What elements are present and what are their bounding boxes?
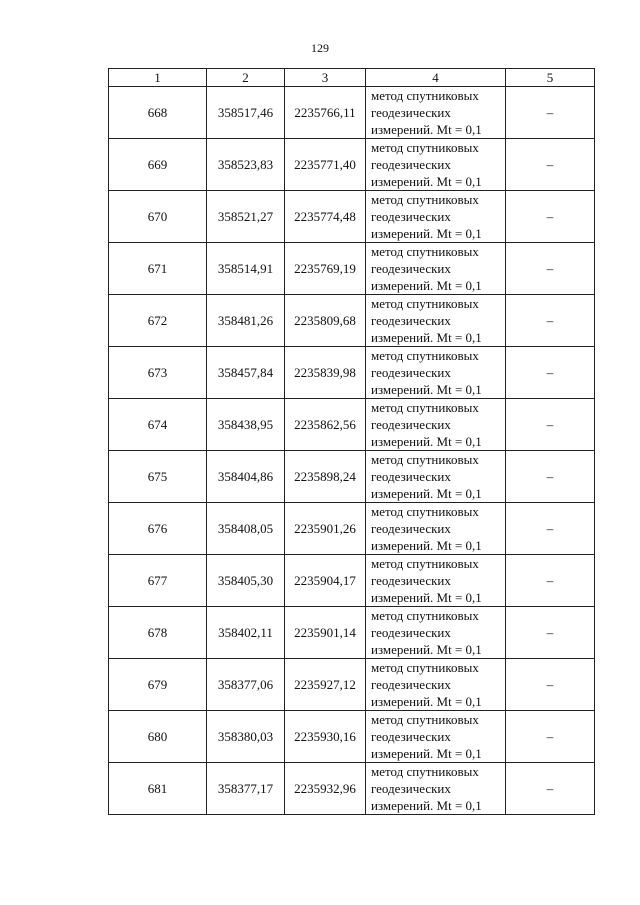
point-number-cell: 677 bbox=[109, 555, 207, 607]
point-number-cell: 672 bbox=[109, 295, 207, 347]
method-line: измерений. Mt = 0,1 bbox=[371, 174, 482, 189]
x-coordinate-cell: 358380,03 bbox=[207, 711, 285, 763]
method-line: геодезических bbox=[371, 313, 451, 328]
method-line: геодезических bbox=[371, 417, 451, 432]
method-line: измерений. Mt = 0,1 bbox=[371, 330, 482, 345]
method-cell bbox=[366, 711, 506, 763]
note-cell: – bbox=[506, 243, 595, 295]
method-cell bbox=[366, 243, 506, 295]
table-body bbox=[109, 69, 595, 815]
method-line: метод спутниковых bbox=[371, 764, 479, 779]
method-line: геодезических bbox=[371, 261, 451, 276]
x-coordinate-cell: 358377,17 bbox=[207, 763, 285, 815]
point-number-cell: 674 bbox=[109, 399, 207, 451]
method-line: метод спутниковых bbox=[371, 88, 479, 103]
method-line: измерений. Mt = 0,1 bbox=[371, 382, 482, 397]
table-row bbox=[109, 87, 595, 139]
method-line: измерений. Mt = 0,1 bbox=[371, 694, 482, 709]
method-line: метод спутниковых bbox=[371, 660, 479, 675]
header-col-1: 1 bbox=[109, 69, 207, 87]
y-coordinate-cell: 2235930,16 bbox=[285, 711, 366, 763]
y-coordinate-cell: 2235774,48 bbox=[285, 191, 366, 243]
table-row bbox=[109, 659, 595, 711]
note-cell: – bbox=[506, 451, 595, 503]
method-line: метод спутниковых bbox=[371, 556, 479, 571]
method-line: геодезических bbox=[371, 469, 451, 484]
table-header-row bbox=[109, 69, 595, 87]
x-coordinate-cell: 358405,30 bbox=[207, 555, 285, 607]
note-cell: – bbox=[506, 191, 595, 243]
method-line: измерений. Mt = 0,1 bbox=[371, 122, 482, 137]
table-row bbox=[109, 711, 595, 763]
x-coordinate-cell: 358523,83 bbox=[207, 139, 285, 191]
method-line: метод спутниковых bbox=[371, 504, 479, 519]
x-coordinate-cell: 358481,26 bbox=[207, 295, 285, 347]
method-line: измерений. Mt = 0,1 bbox=[371, 486, 482, 501]
note-cell: – bbox=[506, 503, 595, 555]
method-line: метод спутниковых bbox=[371, 244, 479, 259]
x-coordinate-cell: 358517,46 bbox=[207, 87, 285, 139]
note-cell: – bbox=[506, 555, 595, 607]
method-line: метод спутниковых bbox=[371, 348, 479, 363]
table-row bbox=[109, 763, 595, 815]
method-line: геодезических bbox=[371, 677, 451, 692]
point-number-cell: 679 bbox=[109, 659, 207, 711]
method-line: измерений. Mt = 0,1 bbox=[371, 226, 482, 241]
method-line: метод спутниковых bbox=[371, 400, 479, 415]
coordinates-table bbox=[108, 68, 595, 815]
method-cell bbox=[366, 503, 506, 555]
method-cell bbox=[366, 399, 506, 451]
y-coordinate-cell: 2235769,19 bbox=[285, 243, 366, 295]
point-number-cell: 668 bbox=[109, 87, 207, 139]
method-cell bbox=[366, 607, 506, 659]
table-row bbox=[109, 139, 595, 191]
point-number-cell: 678 bbox=[109, 607, 207, 659]
point-number-cell: 680 bbox=[109, 711, 207, 763]
note-cell: – bbox=[506, 711, 595, 763]
point-number-cell: 675 bbox=[109, 451, 207, 503]
y-coordinate-cell: 2235809,68 bbox=[285, 295, 366, 347]
y-coordinate-cell: 2235901,14 bbox=[285, 607, 366, 659]
method-line: метод спутниковых bbox=[371, 192, 479, 207]
method-line: измерений. Mt = 0,1 bbox=[371, 434, 482, 449]
y-coordinate-cell: 2235766,11 bbox=[285, 87, 366, 139]
header-col-4: 4 bbox=[366, 69, 506, 87]
method-line: измерений. Mt = 0,1 bbox=[371, 538, 482, 553]
method-cell bbox=[366, 763, 506, 815]
table-row bbox=[109, 243, 595, 295]
note-cell: – bbox=[506, 87, 595, 139]
method-cell bbox=[366, 555, 506, 607]
method-line: геодезических bbox=[371, 573, 451, 588]
method-line: метод спутниковых bbox=[371, 608, 479, 623]
method-line: геодезических bbox=[371, 625, 451, 640]
method-line: геодезических bbox=[371, 209, 451, 224]
table-row bbox=[109, 191, 595, 243]
method-line: геодезических bbox=[371, 729, 451, 744]
x-coordinate-cell: 358514,91 bbox=[207, 243, 285, 295]
point-number-cell: 670 bbox=[109, 191, 207, 243]
point-number-cell: 669 bbox=[109, 139, 207, 191]
method-line: метод спутниковых bbox=[371, 452, 479, 467]
table-row bbox=[109, 399, 595, 451]
method-cell bbox=[366, 347, 506, 399]
point-number-cell: 673 bbox=[109, 347, 207, 399]
method-cell bbox=[366, 139, 506, 191]
method-line: измерений. Mt = 0,1 bbox=[371, 642, 482, 657]
x-coordinate-cell: 358438,95 bbox=[207, 399, 285, 451]
note-cell: – bbox=[506, 347, 595, 399]
y-coordinate-cell: 2235927,12 bbox=[285, 659, 366, 711]
method-line: метод спутниковых bbox=[371, 712, 479, 727]
point-number-cell: 671 bbox=[109, 243, 207, 295]
table-row bbox=[109, 555, 595, 607]
method-cell bbox=[366, 295, 506, 347]
x-coordinate-cell: 358377,06 bbox=[207, 659, 285, 711]
method-cell bbox=[366, 191, 506, 243]
header-col-5: 5 bbox=[506, 69, 595, 87]
y-coordinate-cell: 2235904,17 bbox=[285, 555, 366, 607]
table-row bbox=[109, 503, 595, 555]
method-line: метод спутниковых bbox=[371, 296, 479, 311]
page-number: 129 bbox=[311, 41, 329, 55]
table-row bbox=[109, 451, 595, 503]
method-line: метод спутниковых bbox=[371, 140, 479, 155]
method-line: измерений. Mt = 0,1 bbox=[371, 590, 482, 605]
point-number-cell: 676 bbox=[109, 503, 207, 555]
table-row bbox=[109, 347, 595, 399]
note-cell: – bbox=[506, 659, 595, 711]
header-col-2: 2 bbox=[207, 69, 285, 87]
y-coordinate-cell: 2235901,26 bbox=[285, 503, 366, 555]
method-line: геодезических bbox=[371, 365, 451, 380]
y-coordinate-cell: 2235898,24 bbox=[285, 451, 366, 503]
note-cell: – bbox=[506, 763, 595, 815]
method-line: геодезических bbox=[371, 521, 451, 536]
x-coordinate-cell: 358408,05 bbox=[207, 503, 285, 555]
note-cell: – bbox=[506, 399, 595, 451]
method-line: измерений. Mt = 0,1 bbox=[371, 798, 482, 813]
method-line: геодезических bbox=[371, 781, 451, 796]
table-row bbox=[109, 607, 595, 659]
point-number-cell: 681 bbox=[109, 763, 207, 815]
y-coordinate-cell: 2235932,96 bbox=[285, 763, 366, 815]
y-coordinate-cell: 2235771,40 bbox=[285, 139, 366, 191]
x-coordinate-cell: 358457,84 bbox=[207, 347, 285, 399]
method-cell bbox=[366, 659, 506, 711]
method-line: измерений. Mt = 0,1 bbox=[371, 746, 482, 761]
x-coordinate-cell: 358402,11 bbox=[207, 607, 285, 659]
note-cell: – bbox=[506, 139, 595, 191]
header-col-3: 3 bbox=[285, 69, 366, 87]
y-coordinate-cell: 2235862,56 bbox=[285, 399, 366, 451]
note-cell: – bbox=[506, 607, 595, 659]
table-row bbox=[109, 295, 595, 347]
method-line: измерений. Mt = 0,1 bbox=[371, 278, 482, 293]
method-cell bbox=[366, 451, 506, 503]
method-line: геодезических bbox=[371, 157, 451, 172]
x-coordinate-cell: 358521,27 bbox=[207, 191, 285, 243]
method-cell bbox=[366, 87, 506, 139]
note-cell: – bbox=[506, 295, 595, 347]
x-coordinate-cell: 358404,86 bbox=[207, 451, 285, 503]
y-coordinate-cell: 2235839,98 bbox=[285, 347, 366, 399]
method-line: геодезических bbox=[371, 105, 451, 120]
